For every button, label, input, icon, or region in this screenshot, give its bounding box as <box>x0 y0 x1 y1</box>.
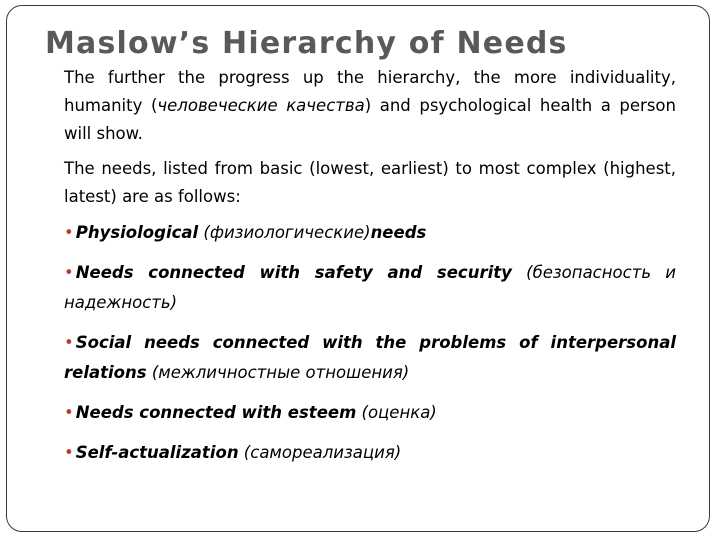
needs-list <box>64 218 676 468</box>
need-name: Needs connected with esteem <box>75 403 357 422</box>
need-name: Social needs connected with the problems of interpersonal relations <box>64 333 676 382</box>
bullet-marker: • <box>64 443 74 462</box>
need-item-safety <box>64 258 676 318</box>
needs-intro-paragraph: The needs, listed from basic (lowest, earliest) to most complex (highest, latest) are as follows: <box>64 159 676 206</box>
need-name: Physiological <box>75 223 199 242</box>
intro-paragraph <box>64 64 676 148</box>
need-item-self-actualization <box>64 438 676 468</box>
need-translation: (физиологические) <box>198 223 371 242</box>
need-item-esteem <box>64 398 676 428</box>
need-name: Needs connected with safety and security <box>75 263 512 282</box>
need-name-suffix: needs <box>370 223 427 242</box>
need-translation: (безопасность и надежность) <box>64 263 677 312</box>
need-translation: (самореализация) <box>238 443 402 462</box>
need-item-social <box>64 328 676 388</box>
bullet-marker: • <box>64 403 74 422</box>
intro-text-start: The further the progress up the hierarchy, the more individuality, humanity ( <box>64 68 676 115</box>
intro-russian-term: человеческие качества <box>157 96 365 115</box>
need-translation: (оценка) <box>356 403 437 422</box>
bullet-marker: • <box>64 333 74 352</box>
slide-title: Maslow’s Hierarchy of Needs <box>45 26 568 61</box>
need-translation: (межличностные отношения) <box>146 363 410 382</box>
intro-text-end: ) and psychological health a person will show. <box>64 96 676 143</box>
need-item-physiological <box>64 218 676 248</box>
bullet-marker: • <box>64 223 74 242</box>
need-name: Self-actualization <box>75 443 239 462</box>
slide-body <box>64 64 676 478</box>
bullet-marker: • <box>64 263 74 282</box>
